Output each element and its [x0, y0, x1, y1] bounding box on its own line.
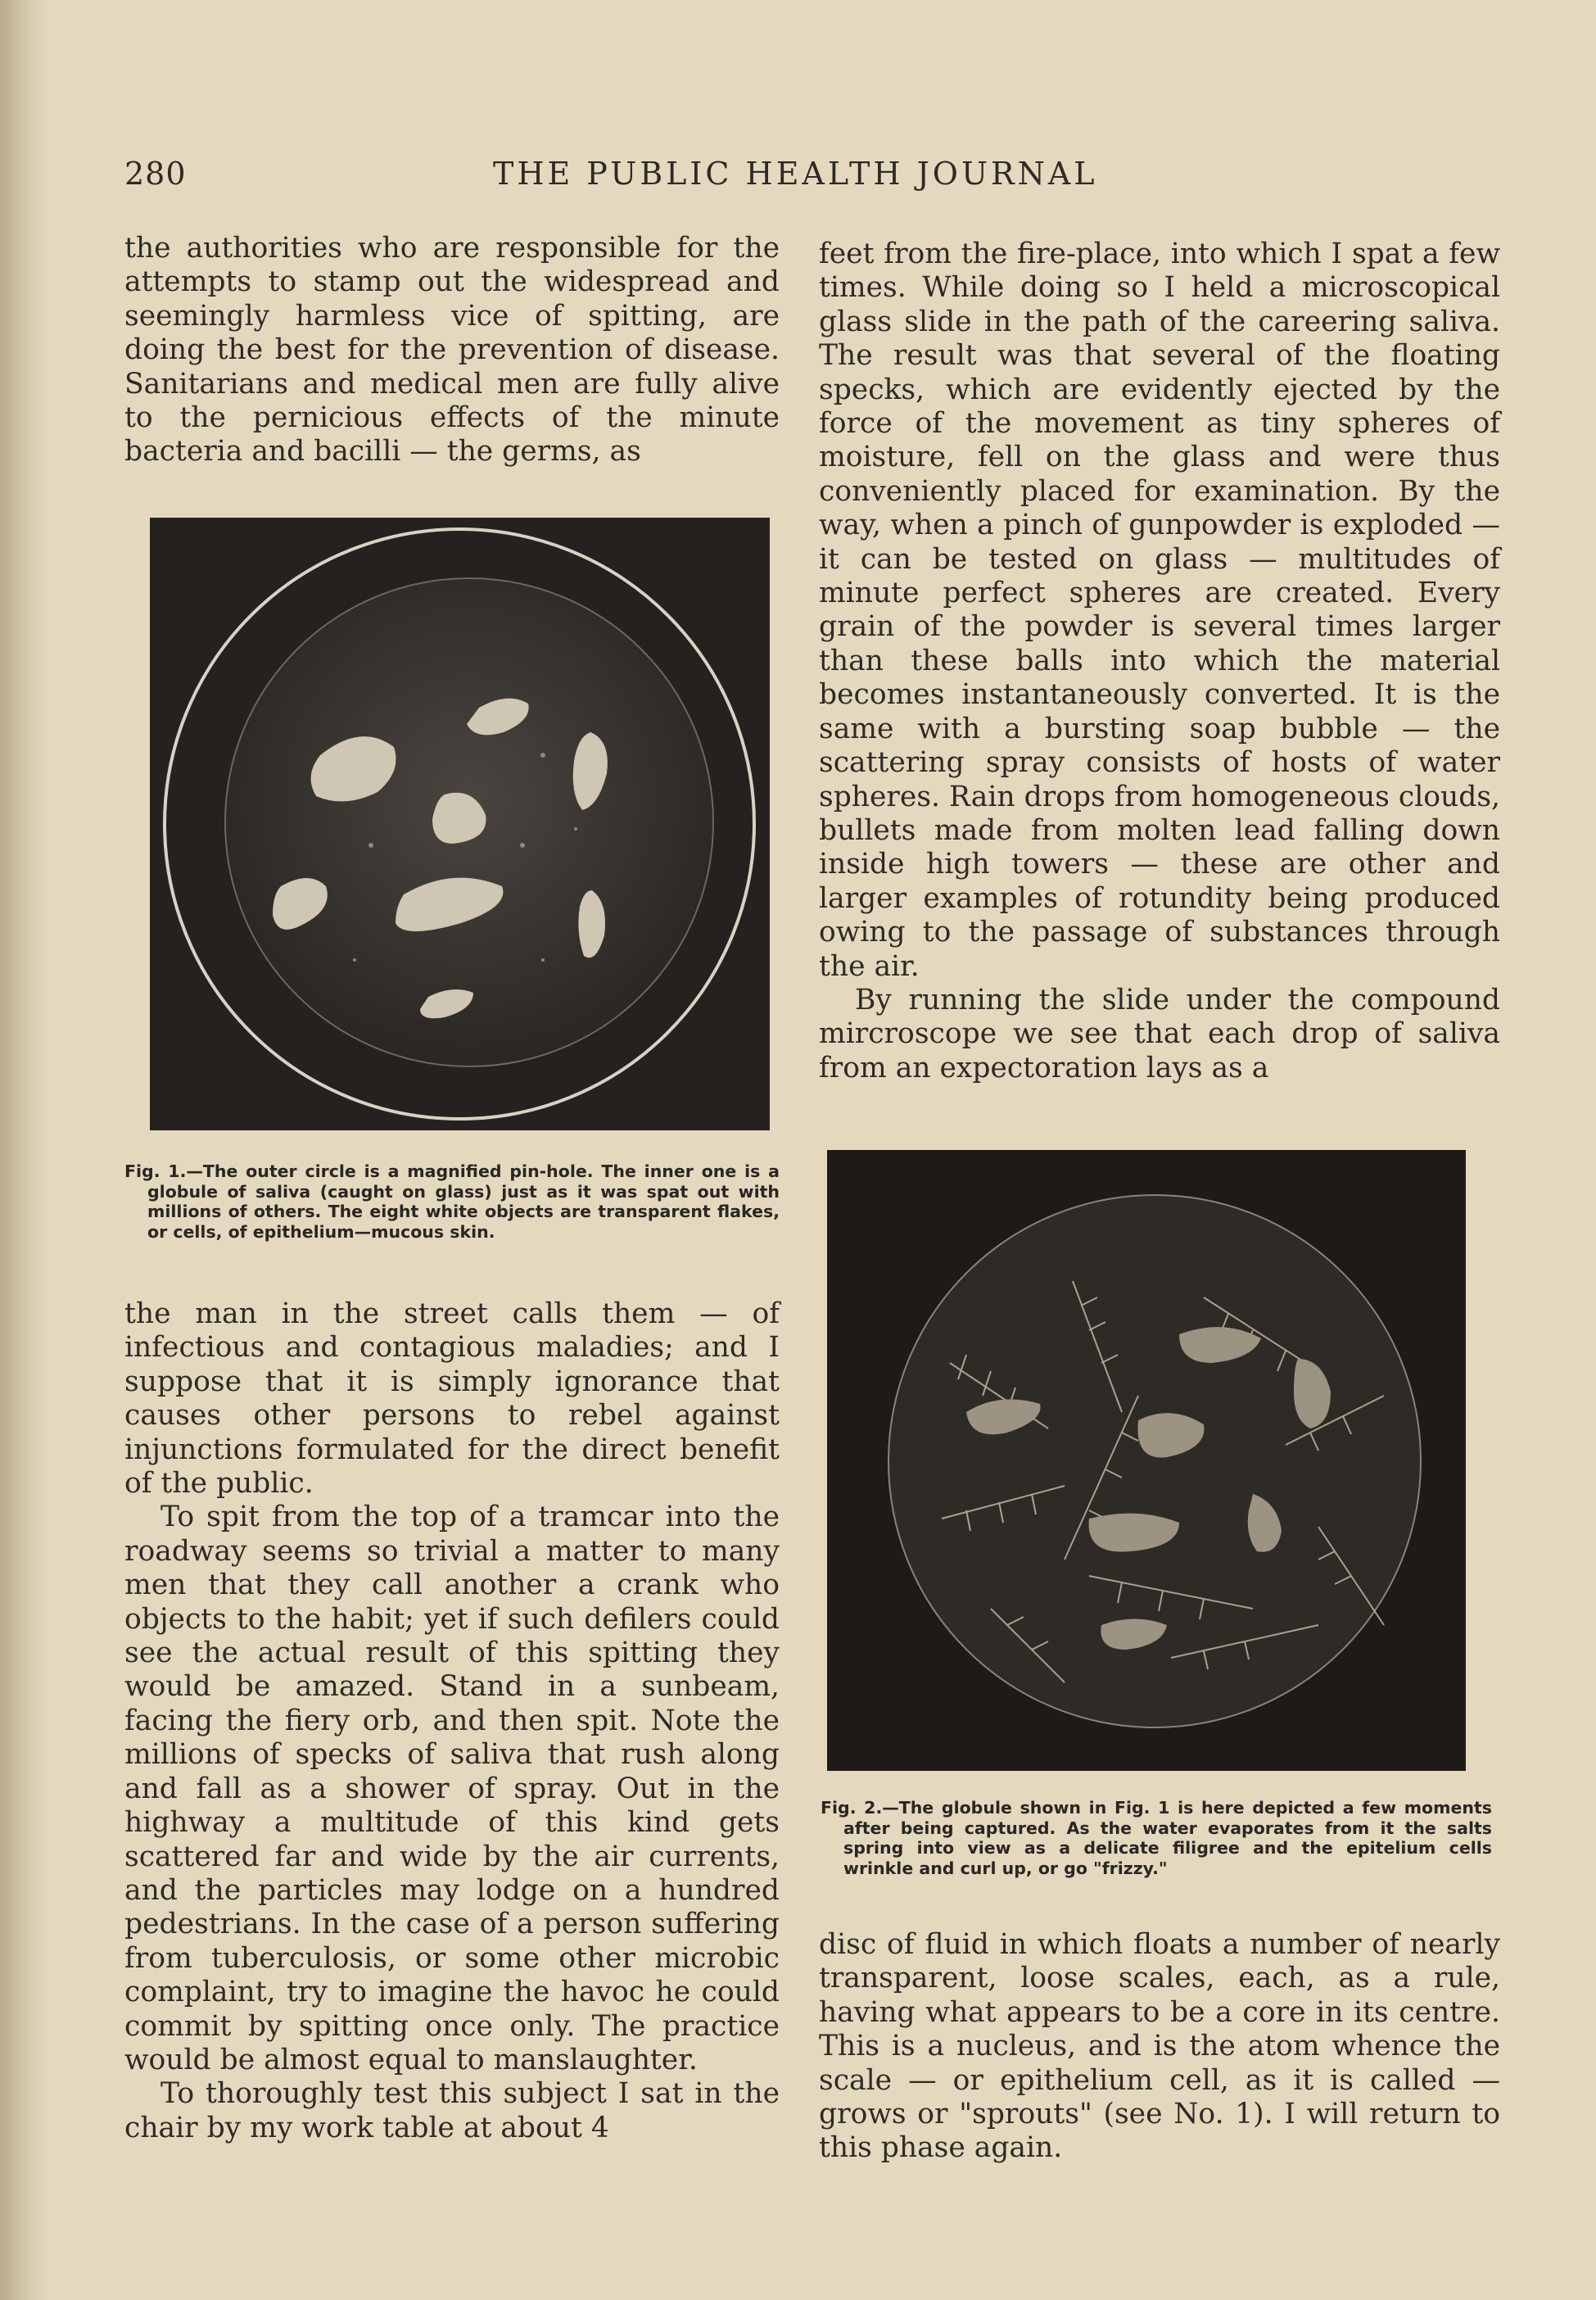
figure-1-caption [124, 1161, 780, 1242]
left-column-top [124, 232, 780, 469]
figure-2-micrograph [827, 1150, 1466, 1771]
paragraph: the authorities who are responsible for the attempts to stamp out the widespread and seemingly harmless vice of spitting, are doing the best for the prevention of disease. Sanitarians and medical men are fully alive to the pernicious effects of the minute bacteria and bacilli — the germs, as [124, 232, 780, 469]
dried-saliva-image [827, 1150, 1466, 1771]
paragraph: the man in the street calls them — of infectious and contagious maladies; and I suppose that it is simply ignorance that causes other persons to rebel against injunctions formulated for the direct benefit of the public. [124, 1297, 780, 1501]
figure-1-micrograph [150, 518, 770, 1130]
page-gutter-shadow [0, 0, 49, 2300]
paragraph: disc of fluid in which floats a number of nearly transparent, loose scales, each, as a rule, having what appears to be a core in its centre. This is a nucleus, and is the atom whence the scale — or epithelium cell, as it is called — grows or "sprouts" (see No. 1). I will return to this phase again. [819, 1928, 1500, 2165]
paragraph: By running the slide under the compound mircroscope we see that each drop of saliva from an expectoration lays as a [819, 983, 1500, 1084]
page-header [124, 156, 1484, 197]
caption-text: Fig. 1.—The outer circle is a magnified pin-hole. The inner one is a globule of saliva (caught on glass) just as it was spat out with millions of others. The eight white objects are transparent flakes, or cells, of epithelium—mucous skin. [124, 1161, 780, 1242]
figure-2-caption [821, 1798, 1492, 1878]
right-column-bottom [819, 1928, 1500, 2166]
paragraph: feet from the fire-place, into which I spat a few times. While doing so I held a microscopical glass slide in the path of the careering saliva. The result was that several of the floating specks, which are evidently ejected by the force of the movement as tiny spheres of moisture, fell on the glass and were thus conveniently placed for examination. By the way, when a pinch of gunpowder is exploded — it can be tested on glass — multitudes of minute perfect spheres are created. Every grain of the powder is several times larger than these balls into which the material becomes instantaneously converted. It is the same with a bursting soap bubble — the scattering spray consists of hosts of water spheres. Rain drops from homogeneous clouds, bullets made from molten lead falling down inside high towers — these are other and larger examples of rotundity being produced owing to the passage of substances through the air. [819, 238, 1500, 983]
paragraph: To spit from the top of a tramcar into the roadway seems so trivial a matter to many men that they call another a crank who objects to the habit; yet if such defilers could see the actual result of this spitting they would be amazed. Stand in a sunbeam, facing the fiery orb, and then spit. Note the millions of specks of saliva that rush along and fall as a shower of spray. Out in the highway a multitude of this kind gets scattered far and wide by the air currents, and the particles may lodge on a hundred pedestrians. In the case of a person suffering from tuberculosis, or some other microbic complaint, try to imagine the havoc he could commit by spitting once only. The practice would be almost equal to manslaughter. [124, 1501, 780, 2076]
left-column-bottom [124, 1297, 780, 2145]
page-number: 280 [124, 156, 187, 192]
caption-text: Fig. 2.—The globule shown in Fig. 1 is here depicted a few moments after being captured. As the water evaporates from it the salts spring into view as a delicate filigree and the epitelium cells wrinkle and curl up, or go "frizzy." [821, 1798, 1492, 1878]
right-column-top [819, 238, 1500, 1085]
journal-title: THE PUBLIC HEALTH JOURNAL [493, 156, 1098, 192]
saliva-globule-image [150, 518, 770, 1130]
paragraph: To thoroughly test this subject I sat in the chair by my work table at about 4 [124, 2077, 780, 2144]
